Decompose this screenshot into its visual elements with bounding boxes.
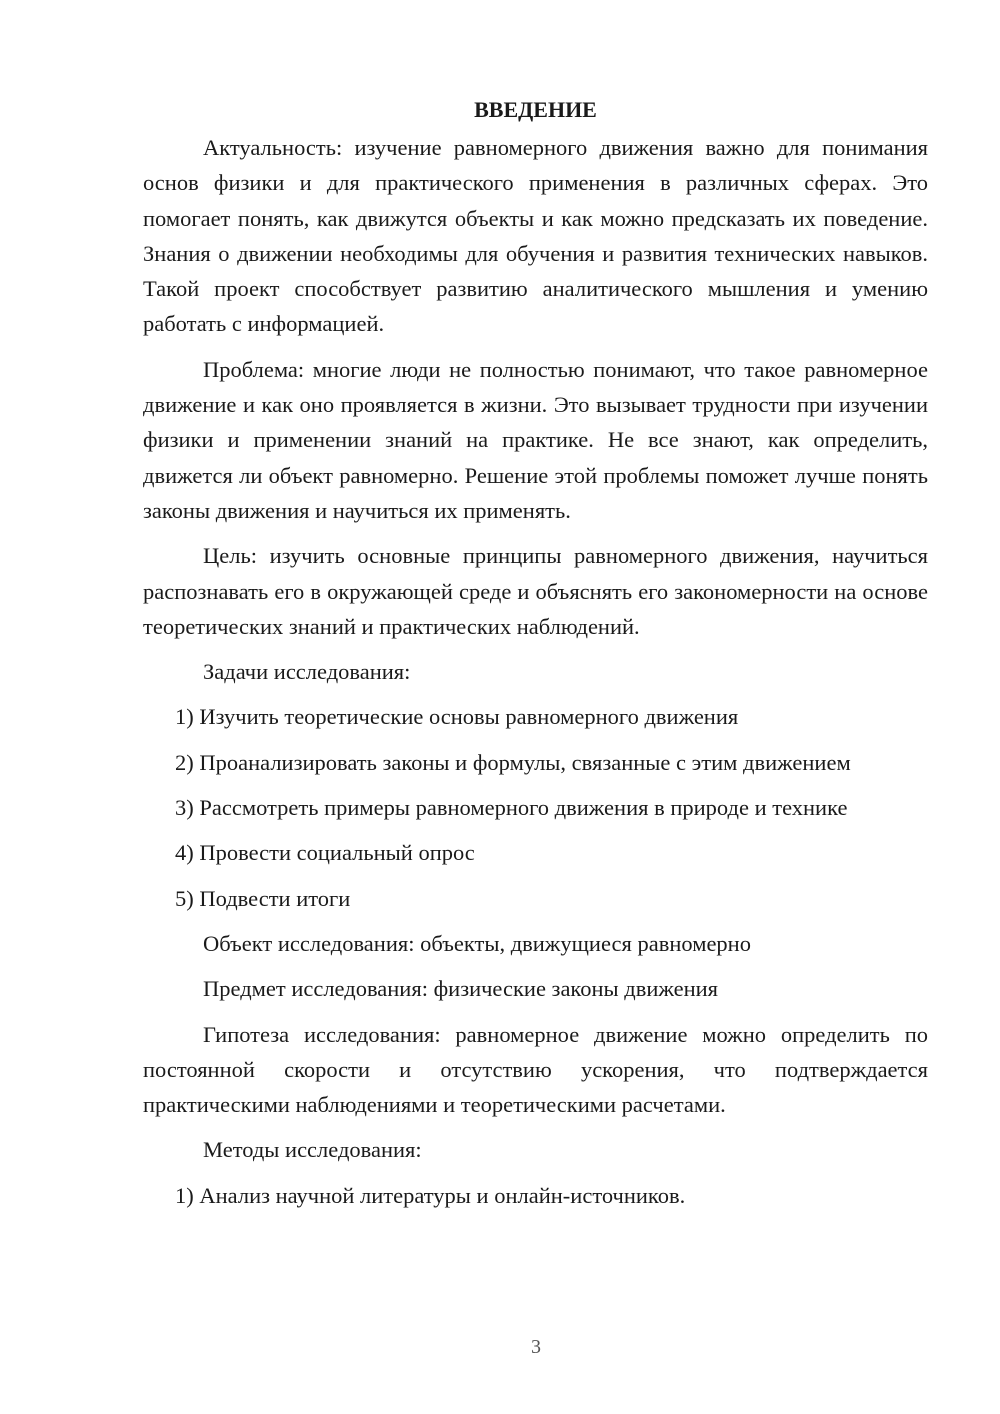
page-number: 3 <box>531 1336 541 1358</box>
relevance-paragraph: Актуальность: изучение равномерного движения важно для понимания основ физики и для практического применения в различных сферах. Это помогает понять, как движутся объекты и как можно предсказать их поведение. Знания о движении необходимы для обучения и развития технических навыков. Такой проект способствует развитию аналитического мышления и умению работать с информацией. <box>143 135 928 337</box>
tasks-list <box>143 699 928 915</box>
tasks-heading: Задачи исследования: <box>203 659 411 685</box>
list-item: 3) Рассмотреть примеры равномерного движения в природе и технике <box>175 795 848 821</box>
subject-line: Предмет исследования: физические законы движения <box>203 976 719 1002</box>
list-item: 2) Проанализировать законы и формулы, связанные с этим движением <box>175 749 851 775</box>
page-title: ВВЕДЕНИЕ <box>474 97 597 122</box>
methods-list <box>143 1178 928 1213</box>
list-item: 5) Подвести итоги <box>175 885 351 911</box>
problem-paragraph: Проблема: многие люди не полностью понимают, что такое равномерное движение и как оно проявляется в жизни. Это вызывает трудности при изучении физики и применении знаний на практике. Не все знают, как определить, движется ли объект равномерно. Решение этой проблемы поможет лучше понять законы движения и научиться их применять. <box>143 356 928 523</box>
list-item: 1) Изучить теоретические основы равномерного движения <box>175 704 739 730</box>
list-item: 1) Анализ научной литературы и онлайн-источников. <box>175 1182 686 1208</box>
methods-heading: Методы исследования: <box>203 1137 422 1163</box>
object-line: Объект исследования: объекты, движущиеся равномерно <box>203 930 751 956</box>
hypothesis-paragraph: Гипотеза исследования: равномерное движение можно определить по постоянной скорости и отсутствию ускорения, что подтверждается практическими наблюдениями и теоретическими расчетами. <box>143 1021 928 1118</box>
list-item: 4) Провести социальный опрос <box>175 840 475 866</box>
goal-paragraph: Цель: изучить основные принципы равномерного движения, научиться распознавать его в окружающей среде и объяснять его закономерности на основе теоретических знаний и практических наблюдений. <box>143 543 928 639</box>
page-content <box>143 92 928 1223</box>
